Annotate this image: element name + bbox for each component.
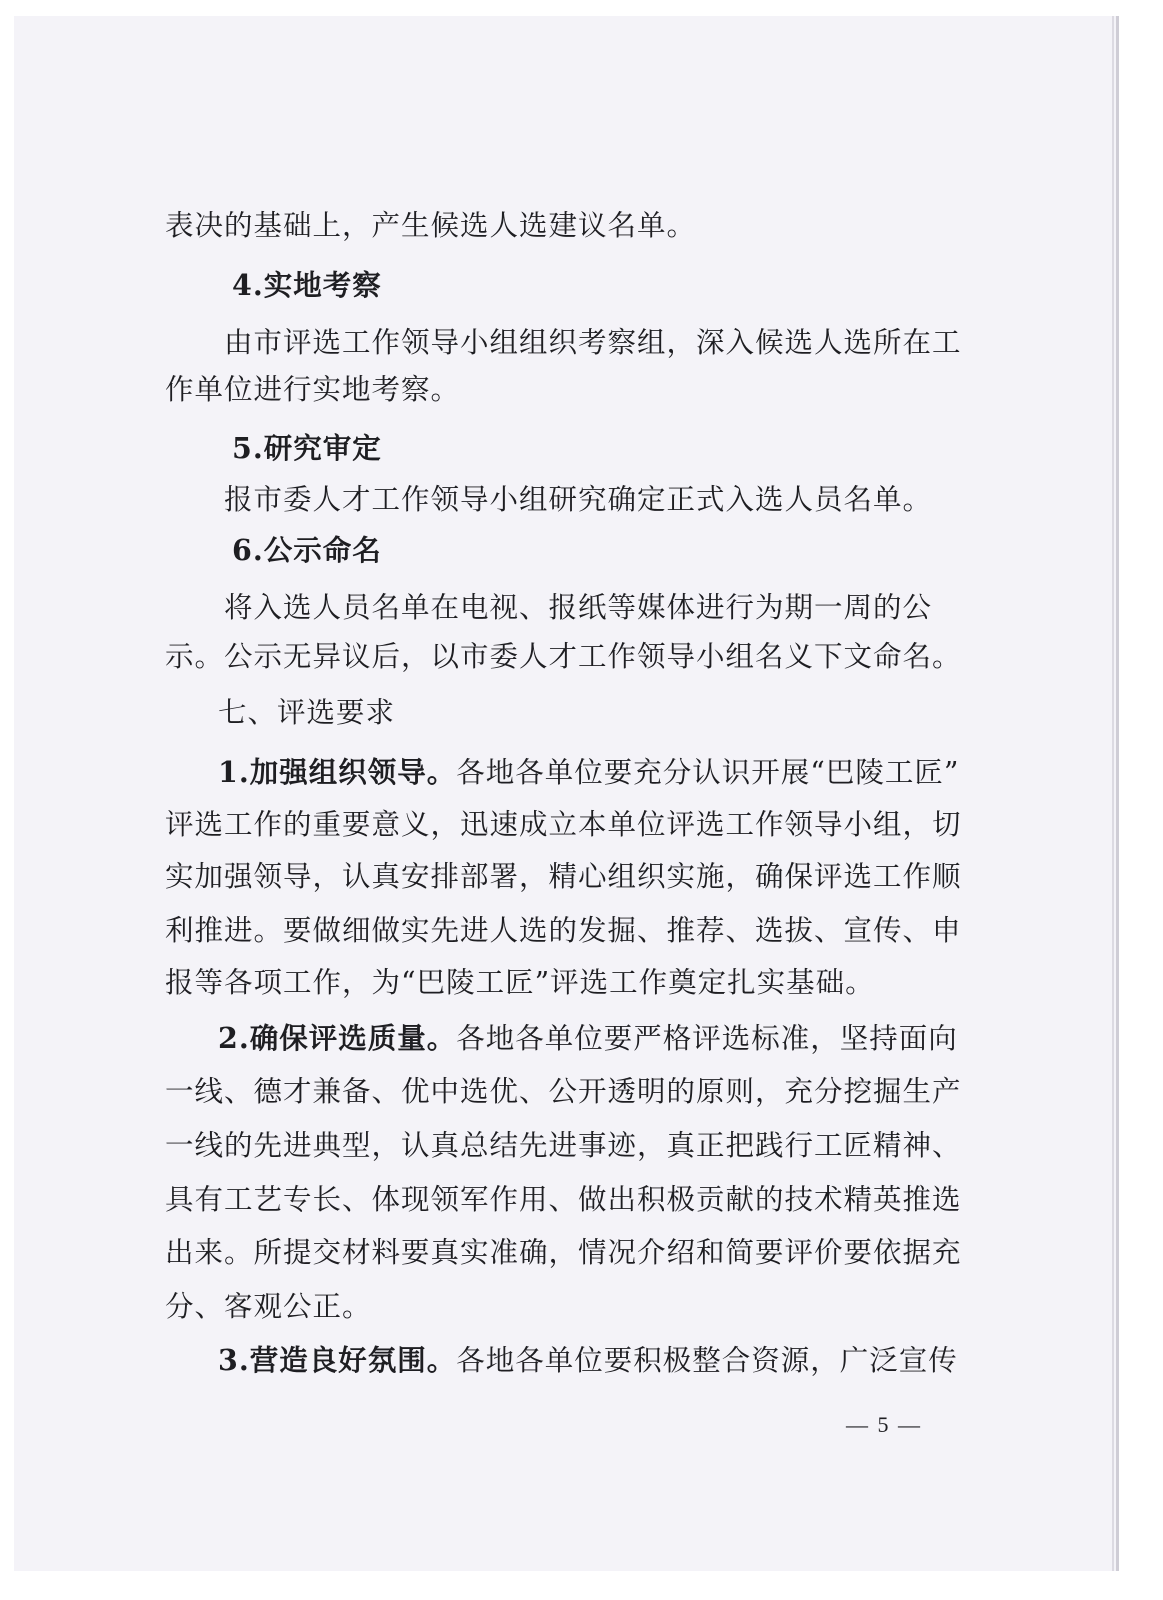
item-heading: 1.加强组织领导。 (218, 755, 457, 789)
line-text: 示。公示无异议后，以市委人才工作领导小组名义下文命名。 (165, 640, 962, 673)
text-line (218, 693, 395, 733)
item-heading: 3.营造良好氛围。 (218, 1343, 457, 1377)
line-text: 一线的先进典型，认真总结先进事迹，真正把践行工匠精神、 (165, 1129, 962, 1162)
item-heading: 2.确保评选质量。 (218, 1021, 457, 1055)
document-page (14, 16, 1119, 1571)
text-line (232, 265, 382, 305)
text-line (218, 1340, 958, 1381)
text-line (232, 530, 382, 570)
line-text: 5.研究审定 (232, 431, 382, 465)
line-text: 报市委人才工作领导小组研究确定正式入选人员名单。 (224, 483, 933, 516)
text-line (165, 1126, 962, 1166)
text-line (224, 480, 932, 520)
line-text: 出来。所提交材料要真实准确，情况介绍和简要评价要依据充 (165, 1236, 962, 1269)
text-line (165, 637, 962, 677)
line-text: 作单位进行实地考察。 (165, 373, 461, 406)
line-text: 一线、德才兼备、优中选优、公开透明的原则，充分挖掘生产 (165, 1075, 962, 1108)
text-line (165, 1180, 962, 1220)
text-line (165, 963, 875, 1003)
text-line (165, 206, 696, 246)
line-text: 分、客观公正。 (165, 1290, 372, 1323)
text-line (224, 588, 932, 628)
line-text: 报等各项工作，为“巴陵工匠”评选工作奠定扎实基础。 (165, 966, 875, 999)
text-line (165, 805, 962, 845)
text-line (224, 323, 962, 363)
page-edge-shadow (1112, 16, 1114, 1571)
line-text: 利推进。要做细做实先进人选的发掘、推荐、选拔、宣传、申 (165, 914, 962, 947)
line-text: 实加强领导，认真安排部署，精心组织实施，确保评选工作顺 (165, 860, 962, 893)
line-text: 评选工作的重要意义，迅速成立本单位评选工作领导小组，切 (165, 808, 962, 841)
text-line (165, 1287, 372, 1327)
text-line (165, 1072, 962, 1112)
text-line (165, 857, 962, 897)
line-text: 具有工艺专长、体现领军作用、做出积极贡献的技术精英推选 (165, 1183, 962, 1216)
page-number: — 5 — (846, 1412, 922, 1437)
line-text: 各地各单位要充分认识开展“巴陵工匠” (456, 756, 960, 789)
text-line (232, 428, 382, 468)
line-text: 由市评选工作领导小组组织考察组，深入候选人选所在工 (224, 326, 962, 359)
line-text: 各地各单位要严格评选标准，坚持面向 (456, 1022, 958, 1055)
text-line (218, 752, 959, 793)
line-text: 6.公示命名 (232, 533, 382, 567)
line-text: 各地各单位要积极整合资源，广泛宣传 (456, 1344, 958, 1377)
line-text: 将入选人员名单在电视、报纸等媒体进行为期一周的公 (224, 591, 933, 624)
line-text: 4.实地考察 (232, 268, 382, 302)
text-line (165, 1233, 962, 1273)
text-line (165, 370, 460, 410)
text-line (218, 1018, 958, 1059)
text-line (165, 911, 962, 951)
line-text: 七、评选要求 (218, 696, 396, 729)
line-text: 表决的基础上，产生候选人选建议名单。 (165, 209, 697, 242)
